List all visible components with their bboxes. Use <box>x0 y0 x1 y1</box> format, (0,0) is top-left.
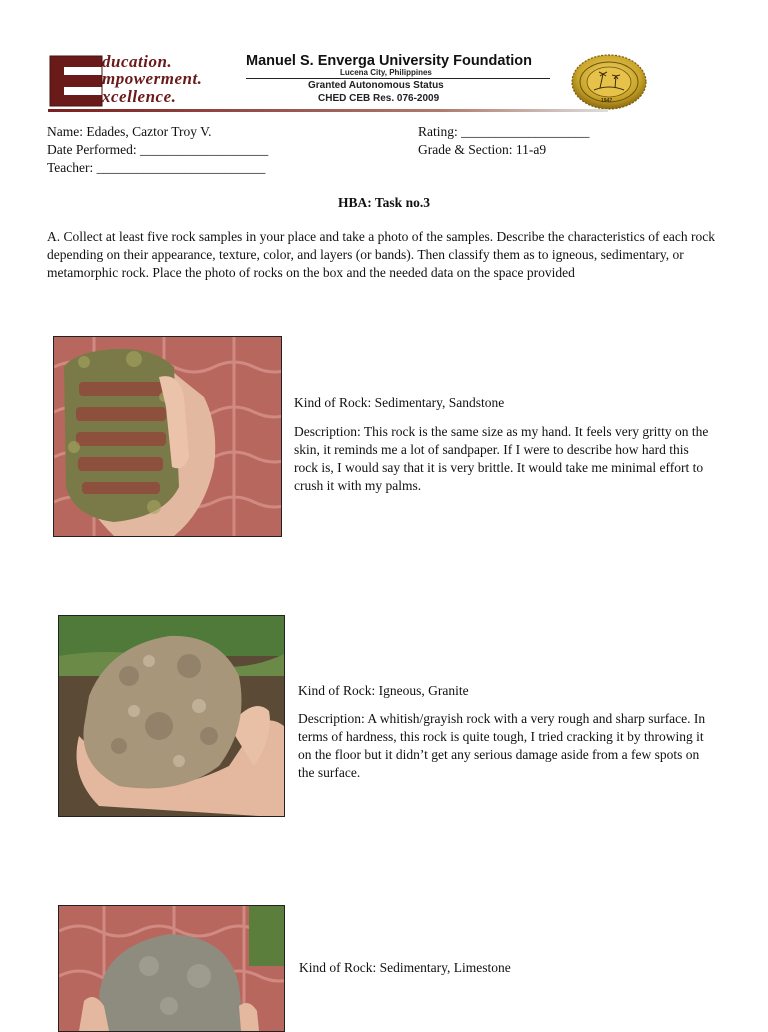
date-performed-field: Date Performed: ___________________ <box>47 142 269 157</box>
header-divider <box>246 78 550 79</box>
university-seal-icon <box>570 54 648 110</box>
header-rule <box>48 109 608 112</box>
motto-line-3: xcellence. <box>102 87 177 106</box>
rock-kind-1: Kind of Rock: Sedimentary, Sandstone <box>294 395 505 410</box>
university-status: Granted Autonomous Status <box>308 80 444 91</box>
teacher-field: Teacher: _________________________ <box>47 160 266 175</box>
rock-kind-3: Kind of Rock: Sedimentary, Limestone <box>299 960 511 975</box>
university-city: Lucena City, Philippines <box>340 68 432 77</box>
rock-photo-granite <box>58 615 285 817</box>
rock-description-1: Description: This rock is the same size as my hand. It feels very gritty on the skin, it reminds me a lot of sandpaper. If I were to describe how hard this rock is, I would say that it is very brittle. It would take me minimal effort to crush it with my palms. <box>294 424 709 493</box>
university-resolution: CHED CEB Res. 076-2009 <box>318 93 440 104</box>
seal-year: 1947 <box>601 98 613 104</box>
letter-e-logo-icon <box>48 54 106 108</box>
rock-photo-limestone <box>58 905 285 1032</box>
motto-line-1: ducation. <box>102 52 173 71</box>
motto-line-2: mpowerment. <box>102 69 203 88</box>
rock-photo-sandstone <box>53 336 282 537</box>
student-name: Name: Edades, Caztor Troy V. <box>47 124 212 139</box>
rock-description-2: Description: A whitish/grayish rock with a very rough and sharp surface. In terms of hardness, this rock is quite tough, I tried cracking it by throwing it on the floor but it didn’t get any serious damage aside from a few spots on the surface. <box>298 711 706 780</box>
university-name: Manuel S. Enverga University Foundation <box>246 53 533 69</box>
task-title: HBA: Task no.3 <box>338 195 430 210</box>
rock-kind-2: Kind of Rock: Igneous, Granite <box>298 683 469 698</box>
task-instructions: A. Collect at least five rock samples in your place and take a photo of the samples. Describe the characteristics of each rock depending on their appearance, texture, color, and layers (or bands). Then classify them as to igneous, sedimentary, or metamorphic rock. Place the photo of rocks on the box and the needed data on the space provided <box>47 229 715 280</box>
rating-field: Rating: ___________________ <box>418 124 590 139</box>
grade-section: Grade & Section: 11-a9 <box>418 142 547 157</box>
school-logo <box>48 54 248 108</box>
